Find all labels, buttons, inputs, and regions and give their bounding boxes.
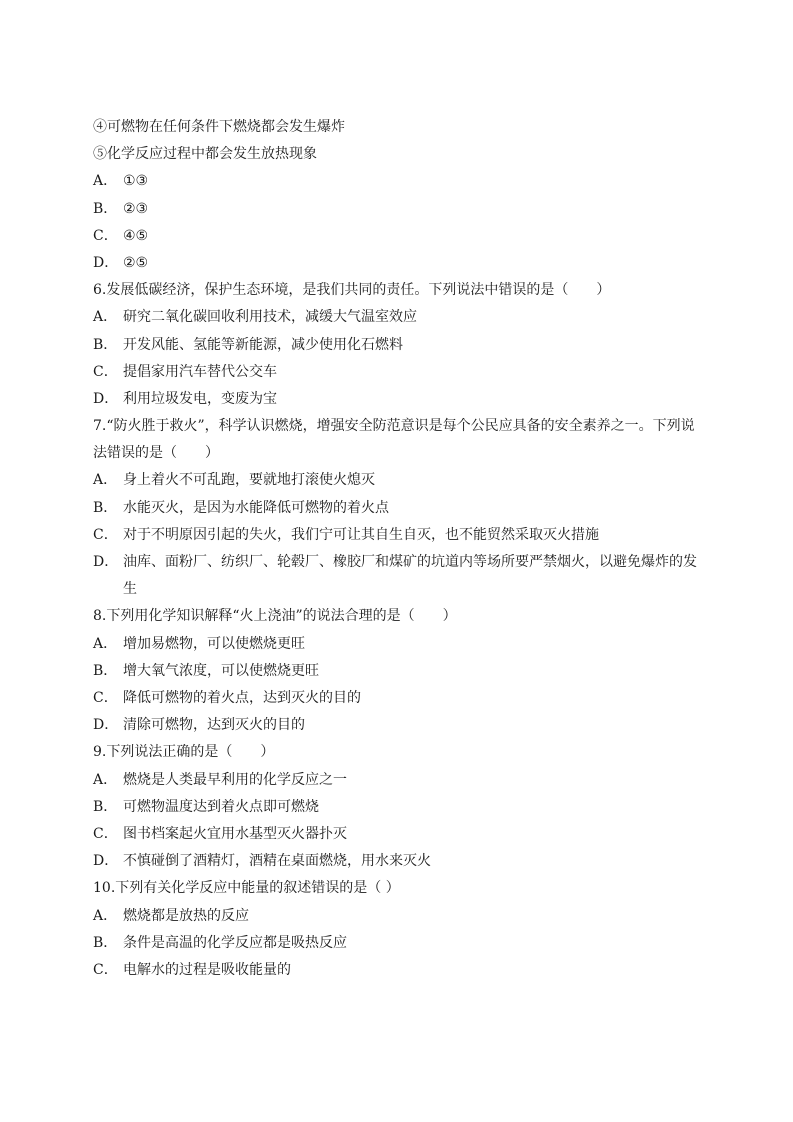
option-text: 增加易燃物，可以使燃烧更旺 — [123, 635, 305, 652]
statement-5: ⑤化学反应过程中都会发生放热现象 — [93, 146, 317, 163]
option-key: A． — [93, 309, 118, 326]
q10-option-c — [93, 957, 705, 984]
option-key: D． — [93, 254, 119, 271]
q9-option-d — [93, 848, 705, 875]
q7-option-d — [93, 549, 705, 603]
option-text: ①③ — [123, 173, 149, 190]
option-text: 研究二氧化碳回收利用技术，减缓大气温室效应 — [123, 309, 417, 326]
option-text: ②⑤ — [123, 254, 149, 271]
option-text: 电解水的过程是吸收能量的 — [123, 961, 291, 978]
option-key: B． — [93, 662, 118, 679]
option-key: D． — [93, 853, 119, 870]
option-text: ④⑤ — [123, 227, 149, 244]
q9-option-b — [93, 794, 705, 821]
q8-option-a — [93, 631, 705, 658]
q10-option-a — [93, 903, 705, 930]
option-text: 清除可燃物，达到灭火的目的 — [123, 717, 305, 734]
option-text: 利用垃圾发电，变废为宝 — [123, 390, 277, 407]
option-key: C． — [93, 961, 118, 978]
q9-option-a — [93, 767, 705, 794]
q10-option-b — [93, 930, 705, 957]
option-text: 降低可燃物的着火点，达到灭火的目的 — [123, 690, 361, 706]
option-key: B． — [93, 336, 118, 353]
option-key: B． — [93, 200, 118, 217]
option-text: 增大氧气浓度，可以使燃烧更旺 — [123, 662, 319, 679]
q5-option-b — [93, 196, 705, 223]
q8-option-b — [93, 658, 705, 685]
q7-option-a — [93, 467, 705, 494]
option-key: D． — [93, 717, 119, 734]
option-text: 图书档案起火宜用水基型灭火器扑灭 — [123, 825, 347, 842]
option-key: C． — [93, 690, 118, 706]
option-key: B． — [93, 798, 118, 815]
question-7-stem: 7.“防火胜于救火”，科学认识燃烧，增强安全防范意识是每个公民应具备的安全素养之一。下列说法错误的是（ ） — [93, 418, 695, 462]
q7-option-c — [93, 522, 705, 549]
question-6-stem: 6.发展低碳经济，保护生态环境，是我们共同的责任。下列说法中错误的是（ ） — [93, 282, 611, 299]
q8-option-d — [93, 712, 705, 739]
q7-option-b — [93, 495, 705, 522]
option-key: A． — [93, 173, 118, 190]
q5-option-c — [93, 223, 705, 250]
q6-option-c — [93, 359, 705, 386]
option-text: 水能灭火，是因为水能降低可燃物的着火点 — [123, 499, 389, 516]
q6-option-d — [93, 386, 705, 413]
option-key: D． — [93, 554, 119, 571]
option-key: C． — [93, 825, 118, 842]
statement-4: ④可燃物在任何条件下燃烧都会发生爆炸 — [93, 119, 345, 135]
q5-option-d — [93, 250, 705, 277]
option-key: D． — [93, 390, 119, 407]
q5-option-a — [93, 168, 705, 195]
option-key: C． — [93, 363, 118, 380]
q9-option-c — [93, 821, 705, 848]
option-text: 燃烧都是放热的反应 — [123, 907, 249, 924]
q6-option-a — [93, 304, 705, 331]
option-text: ②③ — [123, 200, 149, 217]
option-key: B． — [93, 499, 118, 516]
option-key: A． — [93, 635, 118, 652]
question-8-stem: 8.下列用化学知识解释“火上浇油”的说法合理的是（ ） — [93, 608, 457, 625]
q8-option-c — [93, 685, 705, 712]
option-key: B． — [93, 934, 118, 951]
option-key: A． — [93, 771, 118, 788]
question-10-stem: 10.下列有关化学反应中能量的叙述错误的是（ ） — [93, 880, 400, 897]
option-text: 条件是高温的化学反应都是吸热反应 — [123, 934, 347, 951]
option-text: 可燃物温度达到着火点即可燃烧 — [123, 798, 319, 815]
question-9-stem: 9.下列说法正确的是（ ） — [93, 744, 275, 761]
option-text: 油库、面粉厂、纺织厂、轮毂厂、橡胶厂和煤矿的坑道内等场所要严禁烟火，以避免爆炸的发生 — [123, 554, 697, 598]
option-text: 开发风能、氢能等新能源，减少使用化石燃料 — [123, 336, 403, 353]
option-key: C． — [93, 227, 118, 244]
q6-option-b — [93, 332, 705, 359]
option-key: C． — [93, 526, 118, 543]
option-text: 不慎碰倒了酒精灯，酒精在桌面燃烧，用水来灭火 — [123, 853, 431, 870]
option-key: A． — [93, 907, 118, 924]
option-text: 对于不明原因引起的失火，我们宁可让其自生自灭，也不能贸然采取灭火措施 — [123, 526, 599, 543]
option-key: A． — [93, 472, 118, 489]
option-text: 提倡家用汽车替代公交车 — [123, 363, 277, 380]
option-text: 身上着火不可乱跑，要就地打滚使火熄灭 — [123, 472, 375, 489]
exam-content — [93, 114, 705, 984]
option-text: 燃烧是人类最早利用的化学反应之一 — [123, 771, 347, 788]
